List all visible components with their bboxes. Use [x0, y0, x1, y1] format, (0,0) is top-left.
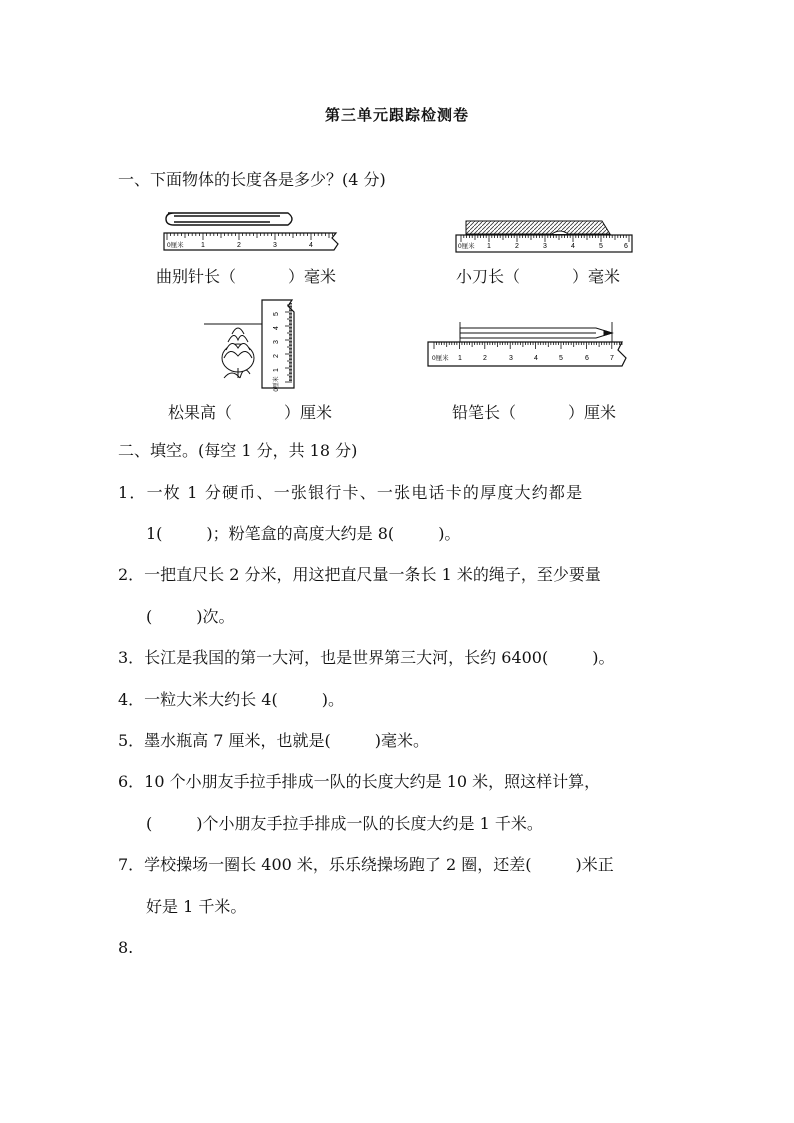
- pencil-icon: [460, 328, 612, 338]
- pinecone-ruler-figure: [200, 298, 300, 394]
- ruler-tick-label: 6: [624, 243, 628, 250]
- ruler-tick-label: 6: [585, 355, 589, 362]
- ruler-tick-label: 3: [509, 355, 513, 362]
- ruler-tick-label: 7: [610, 355, 614, 362]
- question-1-line-2: 1( )；粉笔盒的高度大约是 8( )。: [146, 524, 461, 543]
- ruler-tick-label: 2: [273, 354, 280, 358]
- ruler-tick-label: 5: [599, 243, 603, 250]
- question-5: 5．墨水瓶高 7 厘米，也就是( )毫米。: [118, 731, 430, 750]
- ruler-tick-label: 3: [273, 340, 280, 344]
- question-1-line-1: 1．一枚 1 分硬币、一张银行卡、一张电话卡的厚度大约都是: [118, 483, 584, 502]
- ruler-tick-label: 4: [309, 242, 313, 249]
- paperclip-icon: [166, 213, 292, 225]
- pencil-caption: 铅笔长（ ）厘米: [452, 403, 617, 422]
- ruler-tick-label: 4: [571, 243, 575, 250]
- ruler-tick-label: 4: [273, 326, 280, 330]
- ruler-zero-label: 0厘米: [167, 242, 184, 249]
- ruler-zero-label: 0厘米: [432, 355, 449, 362]
- question-6-line-1: 6．10 个小朋友手拉手排成一队的长度大约是 10 米，照这样计算，: [118, 772, 601, 791]
- ruler-tick-label: 5: [273, 312, 280, 316]
- ruler-zero-label: 0厘米: [458, 243, 475, 250]
- paperclip-caption: 曲别针长（ ）毫米: [156, 267, 337, 286]
- question-6-line-2: ( )个小朋友手拉手排成一队的长度大约是 1 千米。: [146, 814, 543, 833]
- question-7-line-1: 7．学校操场一圈长 400 米，乐乐绕操场跑了 2 圈，还差( )米正: [118, 855, 614, 874]
- ruler-tick-label: 3: [273, 242, 277, 249]
- question-3: 3．长江是我国的第一大河，也是世界第三大河，长约 6400( )。: [118, 648, 615, 667]
- ruler-tick-label: 1: [273, 368, 280, 372]
- ruler-tick-label: 1: [458, 355, 462, 362]
- knife-ruler-figure: [454, 218, 636, 264]
- ruler-tick-label: 5: [559, 355, 563, 362]
- ruler-zero-label: 0厘米: [274, 376, 280, 392]
- pinecone-icon: [222, 328, 254, 378]
- question-2-line-2: ( )次。: [146, 607, 235, 626]
- ruler-tick-label: 1: [487, 243, 491, 250]
- pinecone-caption: 松果高（ ）厘米: [168, 403, 333, 422]
- ruler-tick-label: 2: [515, 243, 519, 250]
- ruler-tick-label: 3: [543, 243, 547, 250]
- section2-heading: 二、填空。(每空 1 分，共 18 分): [118, 441, 358, 460]
- question-7-line-2: 好是 1 千米。: [146, 897, 247, 916]
- ruler-tick-label: 2: [483, 355, 487, 362]
- ruler-tick-label: 4: [534, 355, 538, 362]
- paperclip-ruler-figure: [160, 208, 350, 258]
- ruler-tick-label: 2: [237, 242, 241, 249]
- pencil-ruler-figure: [426, 318, 632, 382]
- knife-icon: [466, 221, 610, 234]
- question-8: 8.: [118, 938, 134, 957]
- knife-caption: 小刀长（ ）毫米: [456, 267, 621, 286]
- section1-heading: 一、下面物体的长度各是多少？(4 分): [118, 170, 386, 189]
- ruler-body: [428, 342, 626, 366]
- ruler-tick-label: 1: [201, 242, 205, 249]
- page-title: 第三单元跟踪检测卷: [324, 106, 469, 124]
- question-2-line-1: 2．一把直尺长 2 分米，用这把直尺量一条长 1 米的绳子，至少要量: [118, 565, 601, 584]
- question-4: 4．一粒大米大约长 4( )。: [118, 690, 344, 709]
